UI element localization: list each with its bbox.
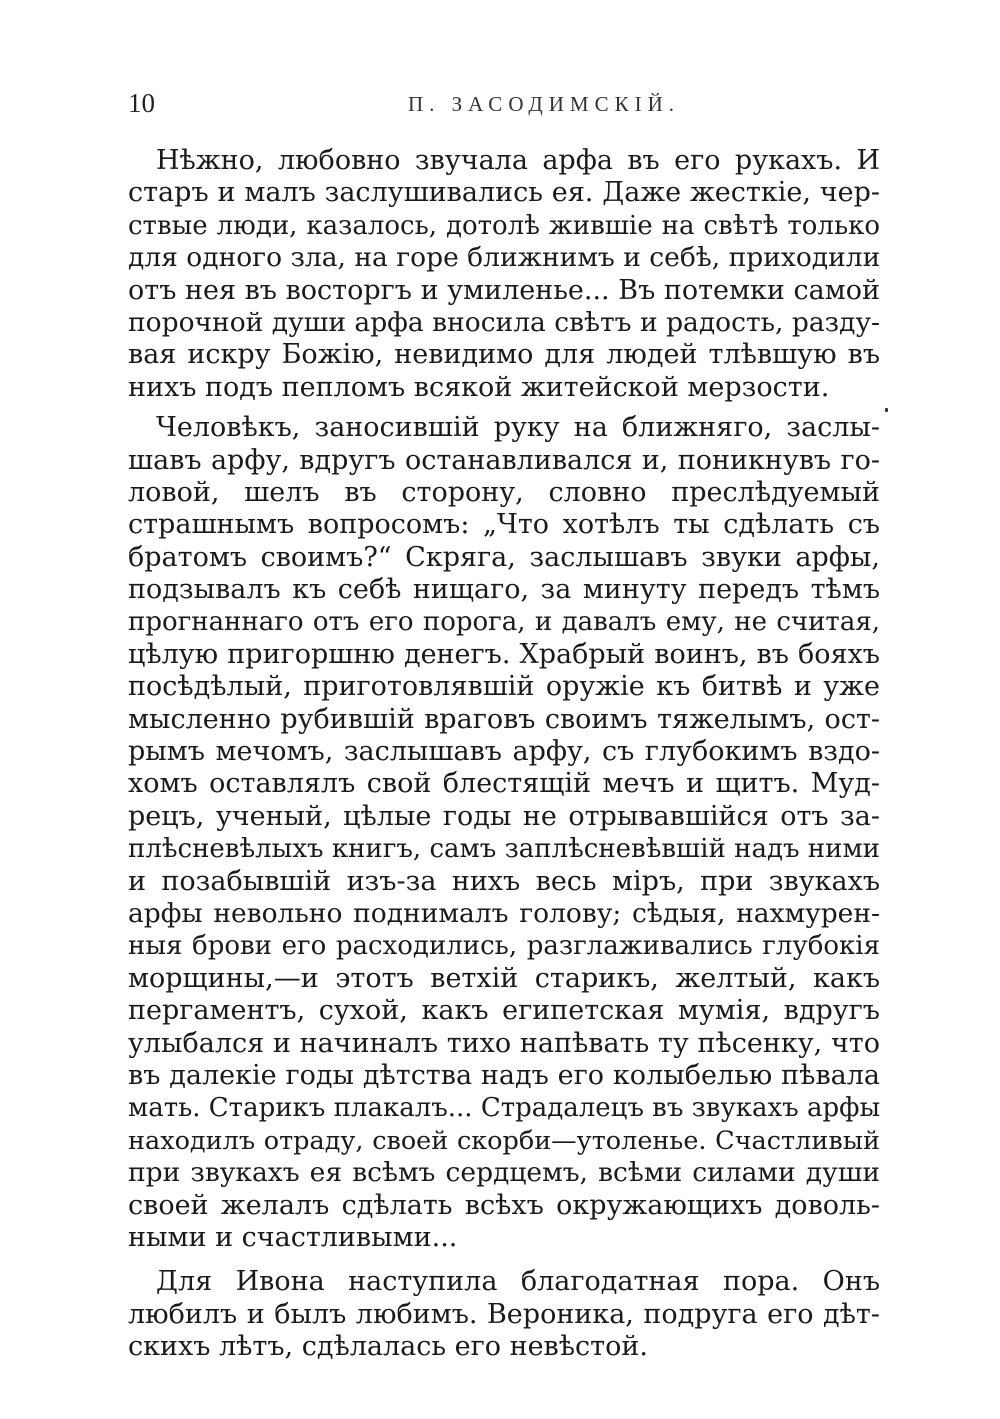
text-line: отъ нея въ восторгъ и умиленье... Въ потемки самой <box>128 274 880 306</box>
text-line: Человѣкъ, заносившій руку на ближняго, заслы- <box>156 412 880 444</box>
text-line: ловой, шелъ въ сторону, словно преслѣдуемый <box>128 476 880 508</box>
text-line: для одного зла, на горе ближнимъ и себѣ, приходили <box>128 242 881 274</box>
text-line: посѣдѣлый, приготовлявшій оружіе къ битвѣ и уже <box>128 671 880 703</box>
text-line: прогнаннаго отъ его порога, и давалъ ему, не считая, <box>128 607 880 638</box>
text-line: своей желалъ сдѣлать всѣхъ окружающихъ доволь- <box>128 1189 880 1221</box>
page-number: 10 <box>128 88 155 118</box>
text-line: нихъ подъ пепломъ всякой житейской мерзости. <box>128 371 830 403</box>
text-line: мысленно рубившій враговъ своимъ тяжелымъ, ост- <box>128 703 880 735</box>
text-line: пергаментъ, сухой, какъ египетская мумія, вдругъ <box>128 995 880 1027</box>
text-line: морщины,—и этотъ ветхій старикъ, желтый, какъ <box>128 962 880 994</box>
text-line: плѣсневѣлыхъ книгъ, самъ заплѣсневѣвшій надъ ними <box>128 834 880 865</box>
text-line: скихъ лѣтъ, сдѣлалась его невѣстой. <box>128 1331 648 1363</box>
text-line: любилъ и былъ любимъ. Вероника, подруга его дѣт- <box>128 1298 880 1330</box>
text-line: братомъ своимъ?“ Скряга, заслышавъ звуки арфы, <box>128 541 880 573</box>
text-line: подзывалъ къ себѣ нищаго, за минуту передъ тѣмъ <box>128 574 880 606</box>
text-line: мать. Старикъ плакалъ... Страдалецъ въ звукахъ арфы <box>128 1093 881 1124</box>
text-line: порочной души арфа вносила свѣтъ и радость, разду- <box>128 306 880 338</box>
text-line: цѣлую пригоршню денегъ. Храбрый воинъ, въ бояхъ <box>128 638 880 670</box>
text-line: хомъ оставлялъ свой блестящій мечъ и щитъ. Муд- <box>128 768 880 800</box>
text-line: арфы невольно поднималъ голову; сѣдыя, нахмурен- <box>128 897 880 929</box>
text-line: страшнымъ вопросомъ: „Что хотѣлъ ты сдѣлать съ <box>128 509 880 541</box>
body-text <box>128 145 880 1363</box>
text-line: въ далекіе годы дѣтства надъ его колыбелью пѣвала <box>128 1059 880 1091</box>
text-line: шавъ арфу, вдругъ останавливался и, поникнувъ го- <box>128 444 880 476</box>
text-line: старъ и малъ заслушивались ея. Даже жесткіе, чер- <box>128 177 880 209</box>
text-line: ствые люди, казалось, дотолѣ жившіе на свѣтѣ только <box>128 210 880 241</box>
text-line: находилъ отраду, своей скорби—утоленье. Счастливый <box>128 1125 880 1156</box>
running-head <box>128 88 880 124</box>
paragraph-1 <box>128 145 880 404</box>
text-line: рымъ мечомъ, заслышавъ арфу, съ глубокимъ вздо- <box>128 736 880 768</box>
text-line: Для Ивона наступила благодатная пора. Онъ <box>156 1266 880 1298</box>
ink-speck <box>885 408 888 412</box>
text-line: ныя брови его расходились, разглаживались глубокія <box>128 931 880 962</box>
paragraph-3 <box>128 1266 880 1363</box>
text-line: Нѣжно, любовно звучала арфа въ его рукахъ. И <box>156 145 880 176</box>
text-line: вая искру Божію, невидимо для людей тлѣвшую въ <box>128 339 880 371</box>
running-title: П. ЗАСОДИМСКІЙ. <box>408 92 681 116</box>
text-line: при звукахъ ея всѣмъ сердцемъ, всѣми силами души <box>128 1157 880 1189</box>
text-line: рецъ, ученый, цѣлые годы не отрывавшійся отъ за- <box>128 800 880 832</box>
paragraph-2 <box>128 412 880 1254</box>
text-line: ными и счастливыми... <box>128 1221 458 1253</box>
text-line: улыбался и начиналъ тихо напѣвать ту пѣсенку, что <box>128 1027 880 1059</box>
text-line: и позабывшій изъ-за нихъ весь міръ, при звукахъ <box>128 865 880 897</box>
